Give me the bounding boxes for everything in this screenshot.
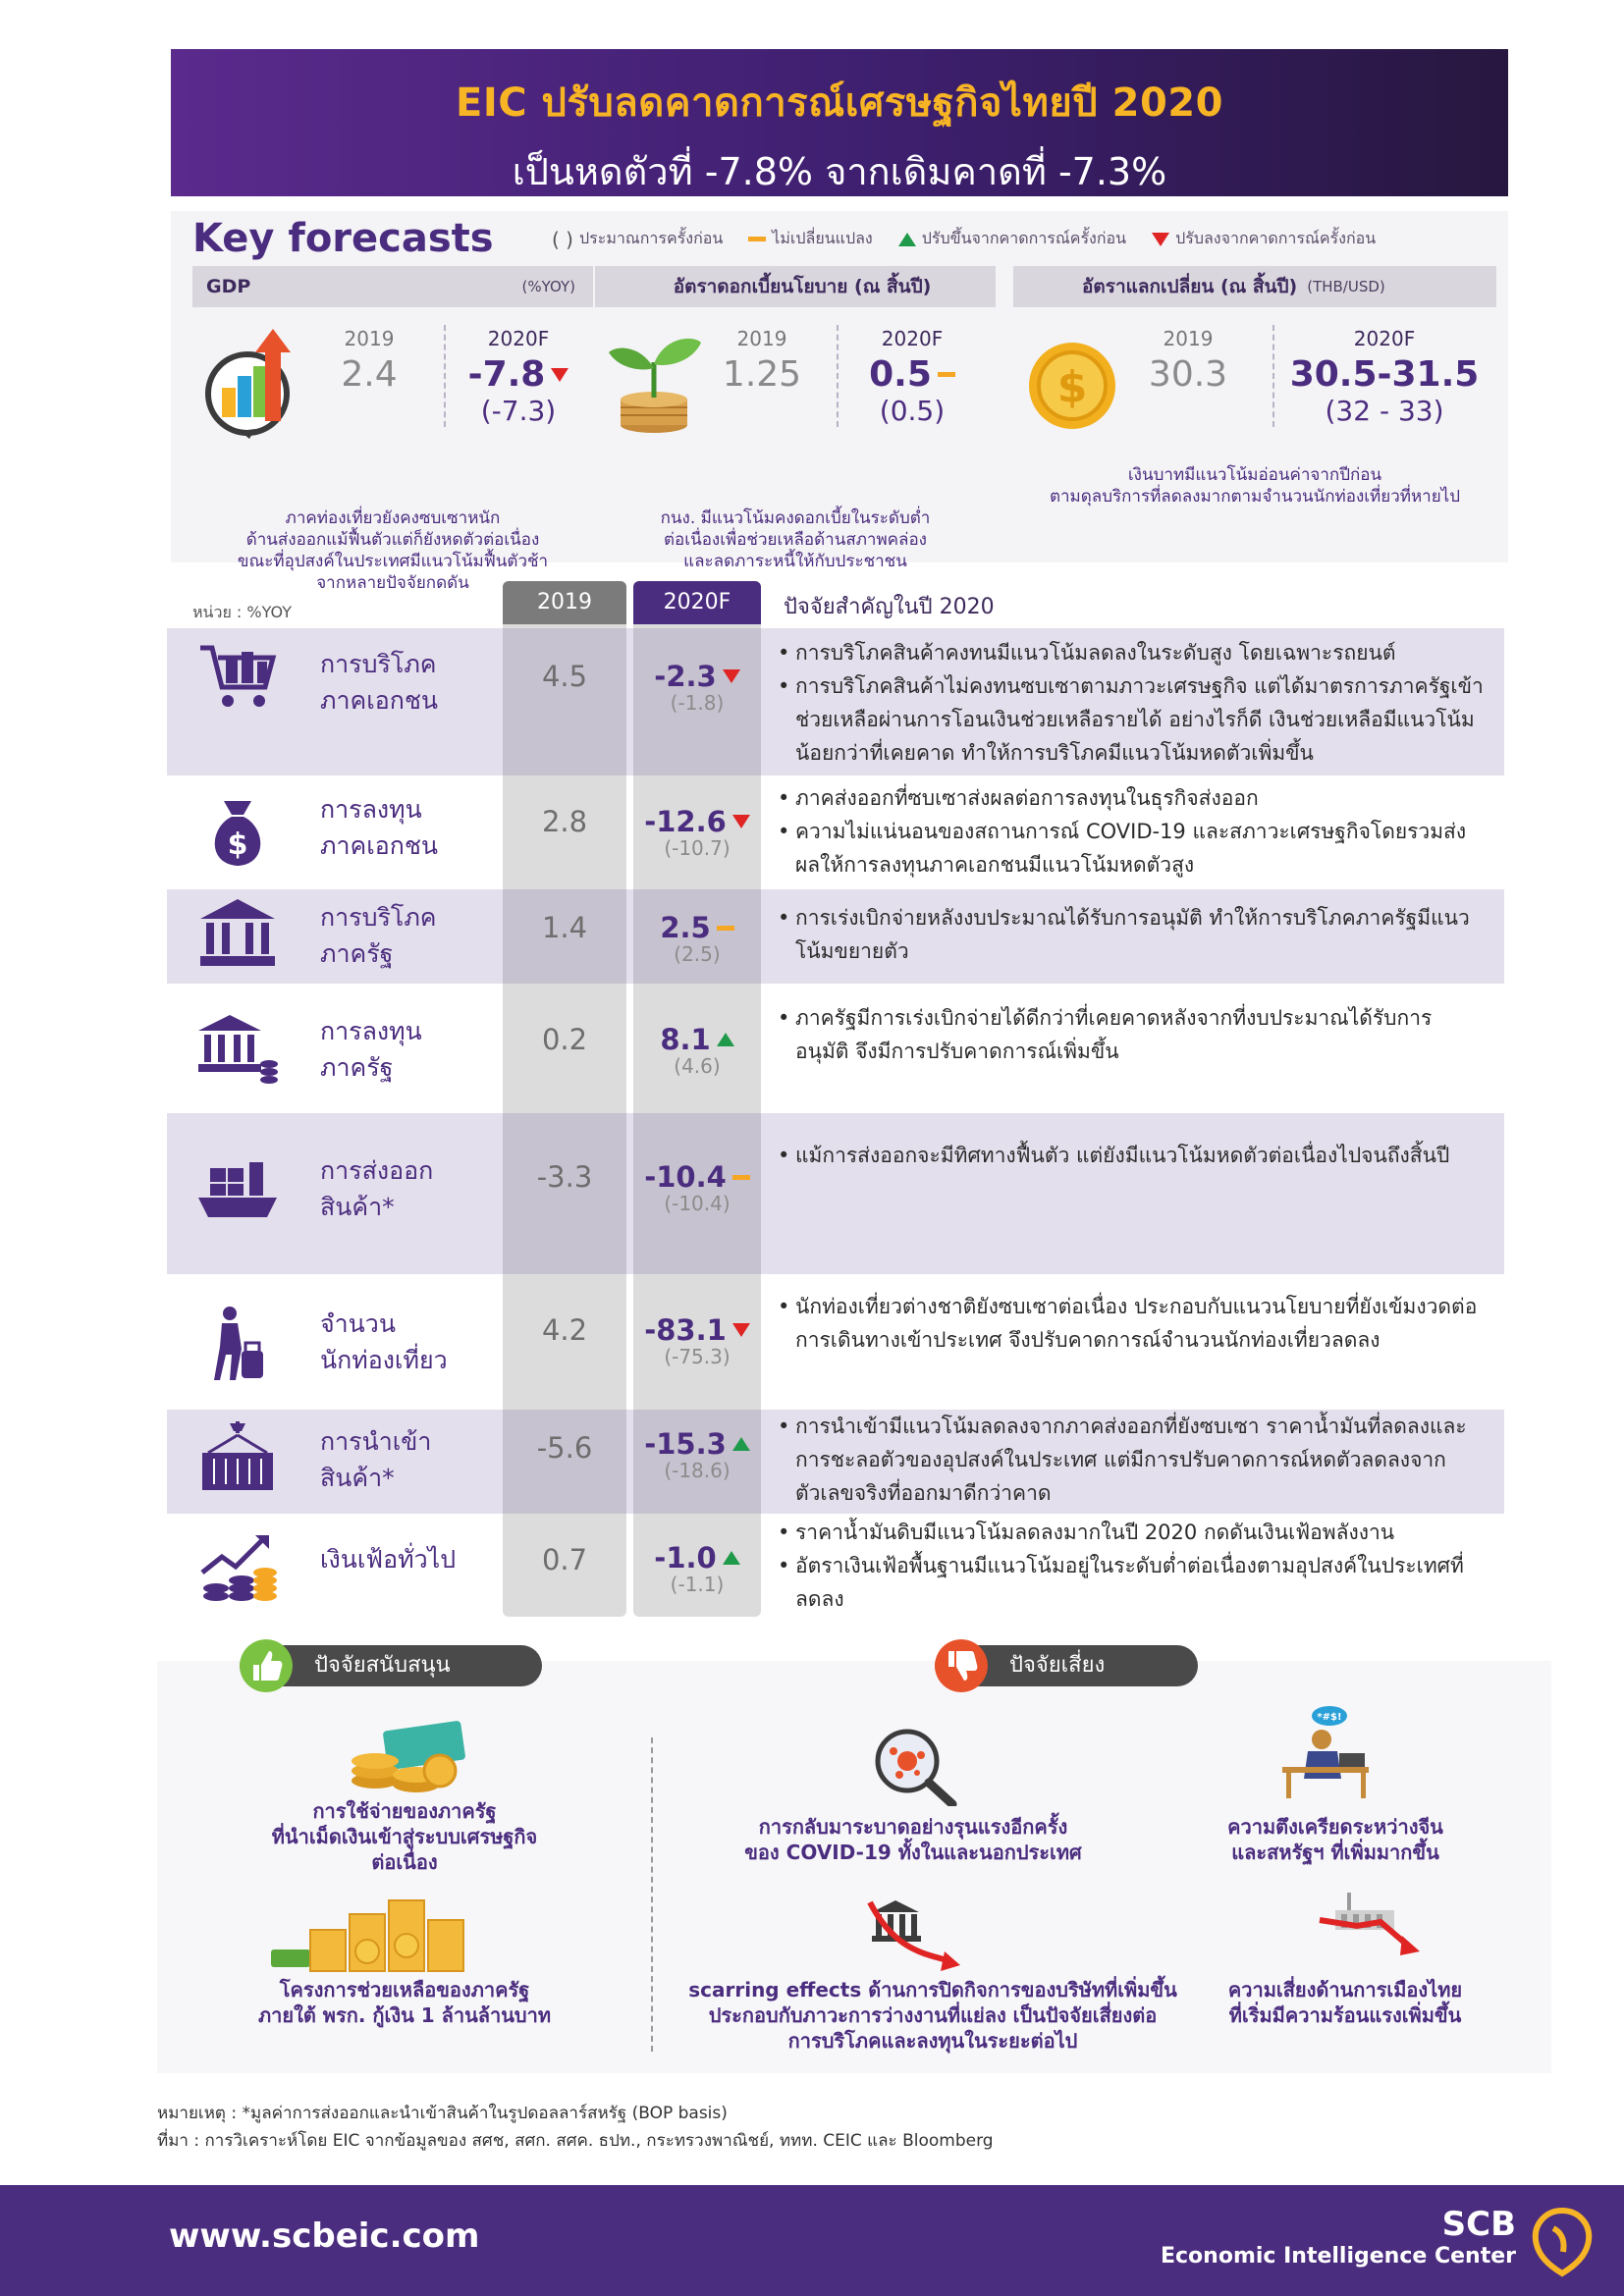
label-line: เงินเฟ้อทั่วไป [320,1545,457,1574]
column-header-2020f: 2020F [633,581,761,624]
footnote: หมายเหตุ : *มูลค่าการส่งออกและนำเข้าสินค้าในรูปดอลลาร์สหรัฐ (BOP basis) [157,2104,728,2123]
support-item-1 [208,1798,601,1875]
value-2019: -5.6 [536,1431,593,1465]
key-forecasts-panel [171,211,1508,593]
note-line: ภาคท่องเที่ยวยังคงซบเซาหนัก [285,508,501,528]
previous-estimate: (-1.1) [670,1573,725,1596]
value: 1.25 [722,354,802,395]
risk-text-line: การกลับมาระบาดอย่างรุนแรงอีกครั้ง [758,1815,1068,1839]
note-line: จากหลายปัจจัยกดดัน [316,573,469,593]
brand-name: SCB [1441,2205,1516,2244]
label-line: การลงทุน [320,1017,422,1045]
table-row [167,628,1504,775]
money-bag-icon [196,793,279,870]
svg-text:$: $ [227,828,248,862]
svg-text:*#$!: *#$! [1317,1712,1342,1723]
stressed-worker-icon [1276,1704,1375,1800]
growth-chart-icon [200,323,308,441]
thumbs-up-icon [240,1639,293,1692]
risk-text-line: scarring effects ด้านการปิดกิจการของบริษัทที่เพิ่มขึ้น [688,1978,1177,2002]
coin-stacks-icon [271,1895,477,1975]
value-text: 2.5 [660,911,711,944]
value-2020f [633,1023,761,1078]
triangle-up-icon [898,233,916,246]
value-2019: 0.7 [541,1543,588,1576]
traveler-icon [196,1306,279,1382]
source-note: ที่มา : การวิเคราะห์โดย EIC จากข้อมูลของ สศช, สศก. สศค. ธปท., กระทรวงพาณิชย์, ททท. CEIC และ Bloomberg [157,2131,994,2151]
factor-item: • การบริโภคสินค้าคงทนมีแนวโน้มลดลงในระดับสูง โดยเฉพาะรถยนต์ [778,636,1485,669]
value [1286,354,1483,395]
thumbs-down-icon [935,1639,988,1692]
value-2020f [839,327,986,427]
label-line: จำนวน [320,1309,396,1338]
risk-item-2 [1168,1814,1502,1865]
factor-item: • การเร่งเบิกจ่ายหลังงบประมาณได้รับการอนุมัติ ทำให้การบริโภคภาครัฐมีแนวโน้มขยายตัว [778,901,1485,968]
support-text-line: โครงการช่วยเหลือของภาครัฐ [279,1978,530,2002]
value-2019 [1129,327,1247,395]
label-line: การนำเข้า [320,1427,432,1456]
row-label [320,791,438,864]
year-label: 2019 [344,327,395,350]
value-text: -2.3 [654,660,717,693]
card-unit: (%YOY) [521,278,575,295]
value-2019: 4.2 [541,1313,588,1347]
brand [1161,2205,1516,2269]
footer [0,2185,1624,2296]
value-2019: 4.5 [541,660,588,693]
row-label [320,646,438,719]
divider [1272,325,1274,427]
dash-icon [732,1175,750,1180]
card-note [595,507,996,572]
plant-coins-icon [603,323,711,441]
factor-list [778,1410,1485,1510]
parentheses-icon: ( ) [552,227,573,251]
key-forecasts-title: Key forecasts [192,216,494,261]
cash-coins-icon [346,1720,473,1798]
triangle-down-icon [1152,233,1169,246]
value-2019 [310,327,428,395]
factor-list [778,1290,1485,1357]
value [839,354,986,395]
note-line: กนง. มีแนวโน้มคงดอกเบี้ยในระดับต่ำ [660,508,931,528]
label-line: สินค้า* [320,1193,395,1221]
note-line: ตามดุลบริการที่ลดลงมากตามจำนวนนักท่องเที่ยวที่หายไป [1049,487,1461,507]
card-title: อัตราแลกเปลี่ยน (ณ สิ้นปี) [1082,276,1298,297]
value-text: -15.3 [644,1427,727,1461]
website-link[interactable]: www.scbeic.com [169,2216,480,2256]
label-line: การบริโภค [320,650,437,678]
label-line: การบริโภค [320,903,437,932]
risk-text-line: ความตึงเครียดระหว่างจีน [1227,1815,1443,1839]
triangle-down-icon [732,1323,750,1337]
value-text: -10.4 [644,1160,727,1194]
previous-estimate: (-1.8) [670,691,725,715]
year-label: 2020F [881,327,944,350]
value: 30.3 [1148,354,1228,395]
factor-item: • ภาครัฐมีการเร่งเบิกจ่ายได้ดีกว่าที่เคยคาดหลังจากที่งบประมาณได้รับการอนุมัติ จึงมีการปรับคาดการณ์เพิ่มขึ้น [778,1001,1485,1068]
legend-up-label: ปรับขึ้นจากคาดการณ์ครั้งก่อน [921,229,1127,247]
triangle-up-icon [723,1551,740,1565]
risk-item-1 [707,1814,1119,1865]
card-title: อัตราดอกเบี้ยนโยบาย (ณ สิ้นปี) [673,276,932,297]
dash-icon [938,372,955,377]
risk-text-line: ของ COVID-19 ทั้งในและนอกประเทศ [744,1841,1082,1864]
year-label: 2019 [1163,327,1214,350]
card-note [1013,464,1496,507]
row-label [320,899,437,972]
label-line: การส่งออก [320,1156,434,1185]
support-text-line: ภายใต้ พรก. กู้เงิน 1 ล้านล้านบาท [257,2003,552,2027]
value-2020f [633,1160,761,1215]
year-label: 2019 [736,327,787,350]
support-risk-divider [651,1737,653,2052]
risk-title: ปัจจัยเสี่ยง [1009,1653,1106,1678]
legend-down [1152,227,1376,251]
table-row [167,1410,1504,1514]
note-line: ขณะที่อุปสงค์ในประเทศมีแนวโน้มฟื้นตัวช้า [237,552,549,571]
note-line: เงินบาทมีแนวโน้มอ่อนค่าจากปีก่อน [1127,465,1382,485]
note-line: ต่อเนื่องเพื่อช่วยเหลือด้านสภาพคล่อง [664,530,927,550]
table-row [167,1113,1504,1274]
row-label [320,1423,431,1496]
value: 2.4 [341,354,398,395]
value-text: 0.5 [869,354,932,395]
value-2020f [633,660,761,715]
support-text-line: การใช้จ่ายของภาครัฐ [312,1799,497,1823]
factor-item: • การนำเข้ามีแนวโน้มลดลงจากภาคส่งออกที่ยังซบเซา ราคาน้ำมันที่ลดลงและการชะลอตัวของอุปสงค์ในประเทศ แต่มีการปรับคาดการณ์หดตัวลดลงจากตัวเลขจริงที่ออกมาดีกว่าคาด [778,1410,1485,1510]
triangle-up-icon [732,1437,750,1451]
triangle-down-icon [732,815,750,828]
value-2020f [633,1313,761,1368]
legend [552,227,1376,251]
previous-estimate: (32 - 33) [1325,395,1444,427]
page-title: EIC ปรับลดคาดการณ์เศรษฐกิจไทยปี 2020 [456,80,1223,126]
value-text: -1.0 [654,1541,717,1575]
row-label [320,1152,433,1225]
forecast-card-exchange-rate [1013,266,1496,557]
previous-estimate: (-75.3) [664,1345,731,1368]
notes [157,2100,994,2155]
year-label: 2020F [1353,327,1416,350]
value-2019: 2.8 [541,805,588,838]
cargo-ship-icon [196,1152,279,1229]
svg-text:$: $ [1056,362,1088,412]
support-header [240,1645,542,1686]
label-line: ภาครัฐ [320,1053,394,1082]
value-2019 [703,327,821,395]
value-2020f [633,911,761,966]
note-line: และลดภาระหนี้ให้กับประชาชน [683,552,907,571]
value [450,354,587,395]
value-2019: 0.2 [541,1023,588,1056]
decline-bank-icon [866,1893,964,1977]
government-investment-icon [196,1009,279,1086]
table-row [167,889,1504,984]
factor-list [778,1516,1485,1616]
triangle-down-icon [723,669,740,683]
support-item-2 [208,1977,601,2028]
card-unit: (THB/USD) [1307,278,1385,295]
legend-prev-label: ประมาณการครั้งก่อน [578,229,724,247]
container-crane-icon [196,1419,279,1496]
table-row [167,781,1504,889]
card-header [1013,266,1496,307]
forecast-card-policy-rate [595,266,996,571]
shopping-cart-icon [196,640,279,717]
value-text: -12.6 [644,805,727,838]
risk-header [935,1645,1198,1686]
value-text: -7.8 [467,354,546,395]
factor-list [778,1001,1485,1068]
support-title: ปัจจัยสนับสนุน [314,1653,451,1678]
row-label [320,1306,448,1378]
header-banner [171,49,1508,196]
forecast-card-gdp [192,266,593,593]
factor-item: • อัตราเงินเฟ้อพื้นฐานมีแนวโน้มอยู่ในระดับต่ำต่อเนื่องตามอุปสงค์ในประเทศที่ลดลง [778,1549,1485,1616]
value-2019: 1.4 [541,911,588,944]
page-subtitle: เป็นหดตัวที่ -7.8% จากเดิมคาดที่ -7.3% [512,150,1167,193]
label-line: นักท่องเที่ยว [320,1346,448,1374]
government-building-icon [196,895,279,972]
factor-item: • การบริโภคสินค้าไม่คงทนซบเซาตามภาวะเศรษฐกิจ แต่ได้มาตรการภาครัฐเข้าช่วยเหลือผ่านการโอนเงินช่วยเหลือรายได้ อย่างไรก็ดี เงินช่วยเหลือมีแนวโน้มน้อยกว่าที่เคยคาด ทำให้การบริโภคมีแนวโน้มหดตัวเพิ่มขึ้น [778,669,1485,770]
parliament-decline-icon [1318,1887,1432,1969]
value-2020f [1286,327,1483,427]
risk-item-4 [1168,1977,1522,2028]
factor-list [778,1139,1485,1172]
legend-up [898,227,1126,251]
risk-text-line: ประกอบกับภาวะการว่างงานที่แย่ลง เป็นปัจจัยเสี่ยงต่อ [708,2003,1158,2027]
legend-unchanged-label: ไม่เปลี่ยนแปลง [772,229,873,247]
legend-unchanged [748,227,872,251]
value-2020f [633,1427,761,1482]
row-label [320,1013,422,1086]
column-header-2019: 2019 [503,581,626,624]
unit-label: หน่วย : %YOY [192,603,292,621]
dash-icon [717,926,734,931]
value-2020f [633,805,761,860]
previous-estimate: (0.5) [879,395,946,427]
scb-logo-icon [1528,2207,1597,2277]
card-header [192,266,593,307]
year-label: 2020F [487,327,550,350]
value-2019: -3.3 [536,1160,593,1194]
triangle-up-icon [717,1033,734,1046]
row-label [320,1541,456,1577]
value-text: 8.1 [660,1023,711,1056]
legend-down-label: ปรับลงจากคาดการณ์ครั้งก่อน [1175,229,1377,247]
column-header-factors: ปัจจัยสำคัญในปี 2020 [784,595,995,619]
factor-item: • นักท่องเที่ยวต่างชาติยังซบเซาต่อเนื่อง ประกอบกับแนวนโยบายที่ยังเข้มงวดต่อการเดินทางเข้าประเทศ จึงปรับคาดการณ์จำนวนนักท่องเที่ยวลดลง [778,1290,1485,1357]
table-row [167,1516,1504,1624]
risk-item-3 [668,1977,1198,2054]
table-row [167,1274,1504,1410]
factor-list [778,901,1485,968]
risk-text-line: ที่เริ่มมีความร้อนแรงเพิ่มขึ้น [1228,2003,1462,2027]
note-line: ด้านส่งออกแม้ฟื้นตัวแต่ก็ยังหดตัวต่อเนื่อง [245,530,540,550]
factor-item: • แม้การส่งออกจะมีทิศทางฟื้นตัว แต่ยังมีแนวโน้มหดตัวต่อเนื่องไปจนถึงสิ้นปี [778,1139,1485,1172]
factor-item: • ความไม่แน่นอนของสถานการณ์ COVID-19 และสภาวะเศรษฐกิจโดยรวมส่งผลให้การลงทุนภาคเอกชนมีแนวโน้มหดตัวสูง [778,815,1485,881]
previous-estimate: (-7.3) [480,395,557,427]
label-line: ภาครัฐ [320,939,394,968]
previous-estimate: (2.5) [674,942,721,966]
table-row [167,984,1504,1111]
previous-estimate: (-10.4) [664,1192,731,1215]
brand-subtitle: Economic Intelligence Center [1160,2244,1516,2269]
legend-prev [552,227,723,251]
risk-text-line: และสหรัฐฯ ที่เพิ่มมากขึ้น [1231,1841,1439,1864]
label-line: สินค้า* [320,1464,395,1492]
factor-item: • ภาคส่งออกที่ซบเซาส่งผลต่อการลงทุนในธุรกิจส่งออก [778,781,1485,815]
triangle-down-icon [551,368,568,382]
value-2020f [633,1541,761,1596]
value-text: -83.1 [644,1313,727,1347]
value-2020f [450,327,587,427]
card-header [595,266,996,307]
inflation-chart-icon [196,1529,279,1606]
support-text-line: ต่อเนื่อง [371,1850,438,1874]
dash-icon [748,237,766,241]
previous-estimate: (4.6) [674,1054,721,1078]
divider [444,325,446,427]
factor-list [778,636,1485,770]
previous-estimate: (-10.7) [664,836,731,860]
factor-item: • ราคาน้ำมันดิบมีแนวโน้มลดลงมากในปี 2020 กดดันเงินเฟ้อพลังงาน [778,1516,1485,1549]
label-line: ภาคเอกชน [320,686,438,715]
value-text: 30.5-31.5 [1289,354,1480,395]
factor-list [778,781,1485,881]
virus-magnifier-icon [870,1726,960,1806]
support-text-line: ที่นำเม็ดเงินเข้าสู่ระบบเศรษฐกิจ [271,1825,538,1848]
risk-text-line: ความเสี่ยงด้านการเมืองไทย [1227,1978,1463,2002]
risk-text-line: การบริโภคและลงทุนในระยะต่อไป [787,2029,1078,2053]
dollar-coin-icon [1021,323,1129,441]
previous-estimate: (-18.6) [664,1459,731,1482]
card-title: GDP [206,276,251,297]
label-line: ภาคเอกชน [320,831,438,860]
label-line: การลงทุน [320,795,422,824]
